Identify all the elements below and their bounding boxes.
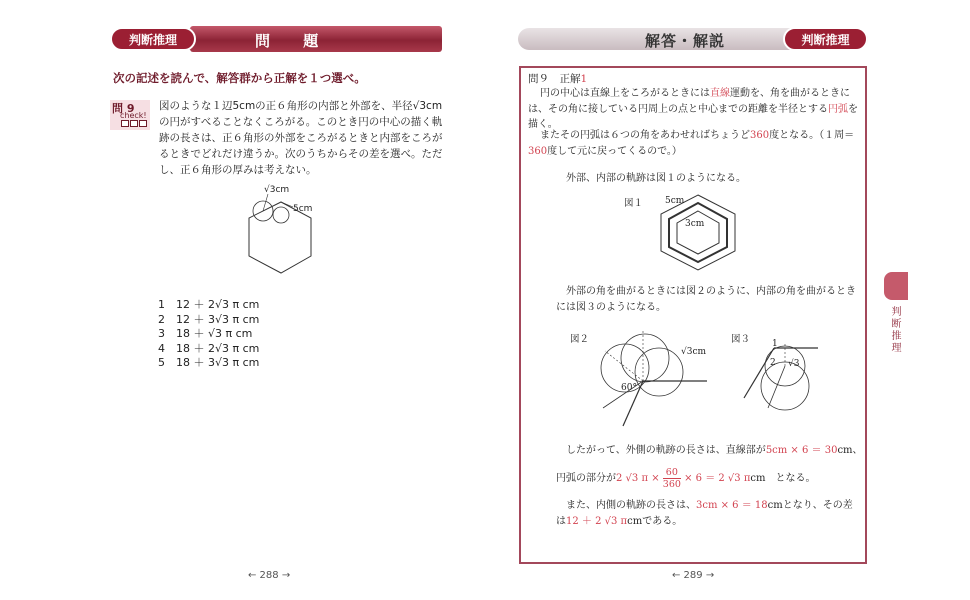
answer-choices [158, 298, 259, 371]
question-badge [110, 100, 150, 130]
fig2-angle-label: 60° [621, 383, 637, 393]
check-box[interactable] [139, 120, 147, 127]
fig1-label: 図１ [624, 198, 644, 209]
choice-item[interactable]: 2 12 ＋ 3√3 π cm [158, 312, 260, 326]
question-number: 問 9 [112, 102, 135, 115]
choice-item[interactable]: 3 18 ＋ √3 π cm [158, 327, 253, 340]
fig1-inner-label: 3cm [685, 219, 705, 229]
left-section-tag: 判断推理 [110, 27, 196, 51]
check-box[interactable] [130, 120, 138, 127]
figure-1 [655, 190, 745, 275]
question-text: 図のような１辺5cmの正６角形の内部と外部を、半径√3cmの円がすべることなくころがる。このとき円の中心の描く軌跡の長さは、正６角形の外部をころがるときと内部をころがるときでどれだけ違うか。次のうちからその差を選べ。ただし、正６角形の厚みは考えない。 [159, 100, 443, 176]
question-figure [235, 180, 335, 280]
side-index-tab[interactable] [884, 272, 908, 300]
paragraph-4: 外部の角を曲がるときには図２のように、内部の角を曲がるときには図３のようになる。 [556, 286, 856, 313]
fraction: $\frac{60}{360}$ [662, 467, 681, 490]
right-page-number: ← 289 → [672, 570, 715, 581]
paragraph-6: 円弧の部分が2 √3 π × $\frac{60}{360}$ × 6 ＝ 2 √3 πcm となる。 [556, 467, 816, 490]
figure-3 [730, 336, 825, 431]
choice-item[interactable]: 4 18 ＋ 2√3 π cm [158, 341, 260, 355]
check-boxes[interactable] [121, 120, 147, 127]
side-index-text: 判断推理 [889, 306, 900, 354]
figure-2 [595, 326, 715, 431]
paragraph-2: またその円弧は６つの角をあわせればちょうど360度となる。（１周＝360度して元に戻ってくるので。） [528, 130, 855, 157]
answer-value: 1 [580, 73, 588, 85]
choice-item[interactable]: 5 18 ＋ 3√3 π cm [158, 356, 260, 369]
paragraph-1: 円の中心は直線上をころがるときには直線運動を、角を曲がるときには、その角に接している円周上の点と中心までの距離を半径とする円弧を描く。 [528, 88, 858, 130]
left-page-title: 問 題 [255, 32, 333, 50]
fig3-radius-label: √3 [788, 359, 800, 369]
fig3-num-2: 2 [770, 358, 776, 368]
right-page-title: 解答・解説 [645, 32, 726, 50]
paragraph-3: 外部、内部の軌跡は図１のようになる。 [566, 173, 746, 184]
answer-heading: 問９ 正解1 [528, 73, 588, 85]
check-box[interactable] [121, 120, 129, 127]
choice-item[interactable]: 1 12 ＋ 2√3 π cm [158, 298, 260, 311]
inner-circle [273, 207, 289, 223]
check-label: check! [120, 111, 147, 120]
paragraph-5: したがって、外側の軌跡の長さは、直線部が5cm × 6 ＝ 30cm、 [566, 445, 863, 456]
fig3-num-1: 1 [772, 339, 778, 349]
fig1-outer-label: 5cm [665, 196, 685, 206]
paragraph-7: また、内側の軌跡の長さは、3cm × 6 ＝ 18cmとなり、その差は12 ＋ 2 √3 πcmである。 [556, 500, 853, 527]
left-page-number: ← 288 → [248, 570, 291, 581]
fig3-label: 図３ [731, 334, 751, 345]
figure-side-label: 5cm [293, 204, 313, 214]
right-section-tag: 判断推理 [783, 27, 868, 51]
fig2-radius-label: √3cm [681, 347, 707, 357]
instruction-text: 次の記述を読んで、解答群から正解を１つ選べ。 [113, 71, 366, 85]
fig2-label: 図２ [570, 334, 590, 345]
figure-radius-label: √3cm [264, 185, 290, 195]
